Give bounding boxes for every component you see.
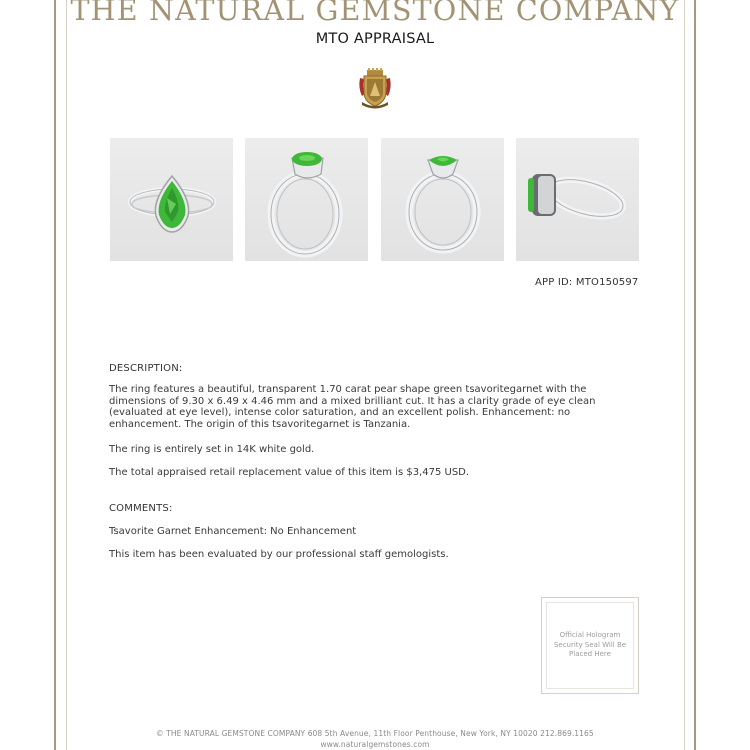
page-border-outer-right: [694, 0, 696, 750]
ring-image-angled-view[interactable]: [245, 138, 368, 261]
footer-address: © THE NATURAL GEMSTONE COMPANY 608 5th Avenue, 11th Floor Penthouse, New York, NY 10020 212.869.1165: [156, 729, 594, 738]
description-paragraph-1: The ring features a beautiful, transparent 1.70 carat pear shape green tsavoritegarnet with the dimensions of 9.30 x 6.49 x 4.46 mm and a mixed brilliant cut. It has a clarity grade of eye clean (evaluated at eye level), intense color saturation, and an excellent polish. Enhancement: no enhancement. The origin of this tsavoritegarnet is Tanzania.: [109, 384, 596, 430]
description-section: [109, 363, 639, 375]
appraisal-id: APP ID: MTO150597: [535, 277, 639, 288]
page-border-outer-left: [54, 0, 56, 750]
comments-paragraph-2: This item has been evaluated by our professional staff gemologists.: [109, 549, 449, 560]
description-paragraph-3: The total appraised retail replacement value of this item is $3,475 USD.: [109, 467, 470, 478]
description-heading: DESCRIPTION:: [109, 363, 183, 374]
document-title: MTO APPRAISAL: [315, 31, 435, 47]
ring-image-top-view[interactable]: [110, 138, 233, 261]
crest-logo-icon: [358, 68, 392, 110]
footer-website-link[interactable]: www.naturalgemstones.com: [320, 740, 430, 749]
comments-section: [109, 503, 639, 515]
page-border-inner-left: [66, 0, 67, 750]
company-name: THE NATURAL GEMSTONE COMPANY: [70, 0, 680, 27]
comments-heading: COMMENTS:: [109, 503, 173, 514]
seal-inner-frame: [546, 602, 634, 689]
ring-image-front-view[interactable]: [381, 138, 504, 261]
hologram-seal-placeholder: [541, 597, 639, 694]
seal-text: Official Hologram Security Seal Will Be Placed Here: [553, 631, 627, 659]
page-border-inner-right: [684, 0, 685, 750]
comments-paragraph-1: Tsavorite Garnet Enhancement: No Enhancement: [109, 526, 357, 537]
ring-image-profile-view[interactable]: [516, 138, 639, 261]
description-paragraph-2: The ring is entirely set in 14K white gold.: [109, 444, 315, 455]
